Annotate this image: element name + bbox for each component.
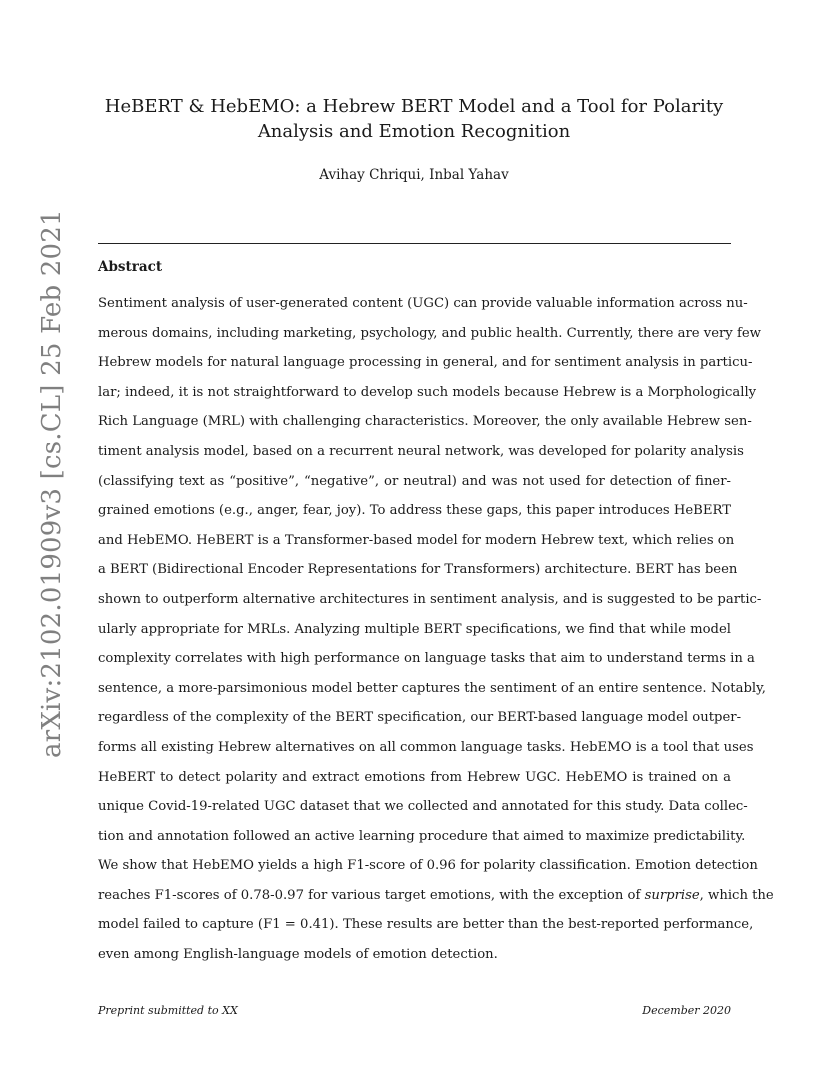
abstract-line: grained emotions (e.g., anger, fear, joy). To address these gaps, this paper introduces HeBERT: [98, 503, 731, 519]
abstract-line: a BERT (Bidirectional Encoder Representations for Transformers) architecture. BERT has been: [98, 562, 738, 578]
abstract-line-21-start: reaches F1-scores of 0.78-0.97 for various target emotions, with the exception of: [98, 887, 645, 903]
title-divider: [98, 243, 731, 244]
abstract-line: tion and annotation followed an active learning procedure that aimed to maximize predictability.: [98, 828, 746, 844]
abstract-line: unique Covid-19-related UGC dataset that we collected and annotated for this study. Data collec-: [98, 799, 748, 815]
abstract-line: lar; indeed, it is not straightforward to develop such models because Hebrew is a Morphologically: [98, 384, 757, 400]
abstract-line: complexity correlates with high performance on language tasks that aim to understand terms in a: [98, 651, 755, 667]
abstract-line-21-end: , which the: [699, 887, 774, 903]
abstract-body: [98, 294, 774, 975]
arxiv-identifier-stamp[interactable]: arXiv:2102.01909v3 [cs.CL] 25 Feb 2021: [37, 209, 67, 758]
abstract-line: Sentiment analysis of user-generated content (UGC) can provide valuable information across nu-: [98, 296, 748, 311]
abstract-line: shown to outperform alternative architectures in sentiment analysis, and is suggested to be partic-: [98, 591, 762, 607]
footer-date: December 2020: [642, 1004, 731, 1017]
abstract-line: sentence, a more-parsimonious model better captures the sentiment of an entire sentence. Notably,: [98, 680, 767, 696]
abstract-line-emphasis: [98, 886, 774, 916]
abstract-line: Hebrew models for natural language processing in general, and for sentiment analysis in particu-: [98, 355, 753, 371]
abstract-line: We show that HebEMO yields a high F1-score of 0.96 for polarity classification. Emotion detection: [98, 858, 758, 874]
footer-preprint-note: Preprint submitted to XX: [98, 1004, 238, 1017]
abstract-line: even among English-language models of emotion detection.: [98, 947, 498, 963]
abstract-line: HeBERT to detect polarity and extract emotions from Hebrew UGC. HebEMO is trained on a: [98, 769, 731, 785]
abstract-line: regardless of the complexity of the BERT specification, our BERT-based language model outper-: [98, 710, 742, 726]
abstract-line: ularly appropriate for MRLs. Analyzing multiple BERT specifications, we find that while model: [98, 621, 731, 637]
abstract-line: Rich Language (MRL) with challenging characteristics. Moreover, the only available Hebrew sen-: [98, 414, 752, 430]
abstract-line: (classifying text as “positive”, “negative”, or neutral) and was not used for detection of finer-: [98, 473, 731, 489]
abstract-line: model failed to capture (F1 = 0.41). These results are better than the best-reported performance,: [98, 917, 754, 933]
paper-title-line-2: Analysis and Emotion Recognition: [257, 121, 571, 142]
paper-title: [90, 94, 738, 144]
abstract-line: timent analysis model, based on a recurrent neural network, was developed for polarity analysis: [98, 443, 744, 459]
abstract-heading: Abstract: [98, 259, 163, 275]
paper-title-line-1: HeBERT & HebEMO: a Hebrew BERT Model and a Tool for Polarity: [104, 96, 724, 117]
abstract-line: merous domains, including marketing, psychology, and public health. Currently, there are very few: [98, 325, 761, 341]
abstract-line: and HebEMO. HeBERT is a Transformer-based model for modern Hebrew text, which relies on: [98, 532, 735, 548]
emphasized-term: surprise: [644, 887, 700, 903]
paper-authors: Avihay Chriqui, Inbal Yahav: [319, 167, 509, 183]
abstract-line: forms all existing Hebrew alternatives on all common language tasks. HebEMO is a tool that uses: [98, 739, 754, 755]
